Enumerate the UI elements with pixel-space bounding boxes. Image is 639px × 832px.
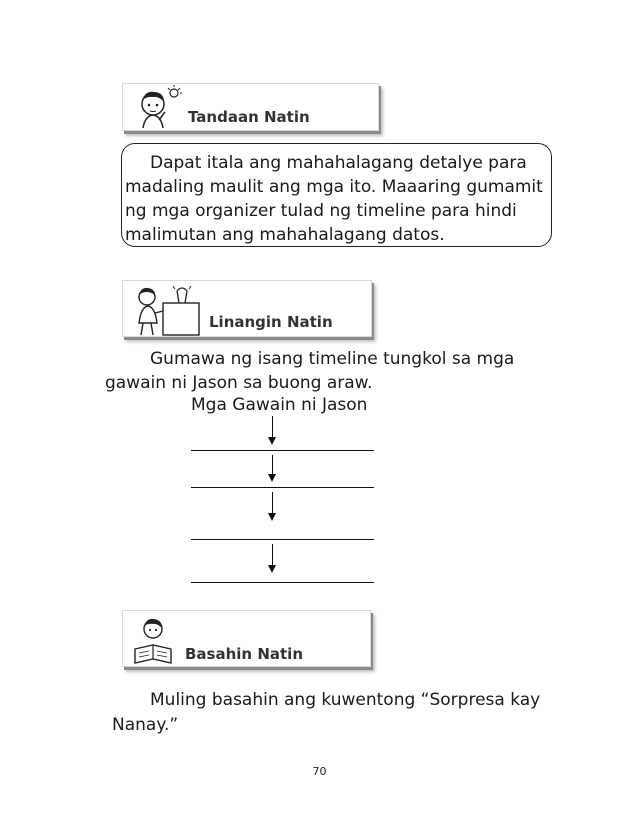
linangin-natin-heading: Linangin Natin: [209, 313, 333, 331]
timeline-arrow-4: [268, 544, 278, 572]
basahin-line-2: Nanay.”: [112, 715, 179, 735]
timeline-blank-3[interactable]: [191, 538, 374, 540]
linangin-instruction-line-1: Gumawa ng isang timeline tungkol sa mga: [150, 349, 515, 369]
basahin-line-1: Muling basahin ang kuwentong “Sorpresa kay: [150, 690, 541, 710]
reading-child-icon: [129, 613, 185, 667]
timeline-arrow-2: [268, 455, 278, 481]
tandaan-natin-heading: Tandaan Natin: [188, 108, 310, 126]
basahin-natin-banner: [122, 610, 371, 667]
thinking-child-icon: [131, 84, 187, 130]
timeline-arrow-3: [268, 492, 278, 520]
tandaan-line-1: Dapat itala ang mahahalagang detalye para: [150, 153, 527, 173]
timeline-blank-2[interactable]: [191, 486, 374, 488]
tandaan-line-3: ng mga organizer tulad ng timeline para hindi: [125, 201, 517, 221]
timeline-blank-1[interactable]: [191, 449, 374, 451]
linangin-natin-banner: [122, 280, 372, 337]
tandaan-line-2: madaling maulit ang mga ito. Maaaring gumamit: [125, 177, 543, 197]
timeline-blank-4[interactable]: [191, 581, 374, 583]
tandaan-natin-banner: [122, 83, 379, 131]
timeline-arrow-1: [268, 416, 278, 444]
tandaan-line-4: malimutan ang mahahalagang datos.: [125, 225, 445, 245]
timeline-title: Mga Gawain ni Jason: [191, 395, 368, 415]
page-number: 70: [312, 765, 327, 778]
linangin-instruction-line-2: gawain ni Jason sa buong araw.: [105, 373, 373, 393]
basahin-natin-heading: Basahin Natin: [185, 645, 303, 663]
boy-at-desk-icon: [129, 283, 209, 337]
